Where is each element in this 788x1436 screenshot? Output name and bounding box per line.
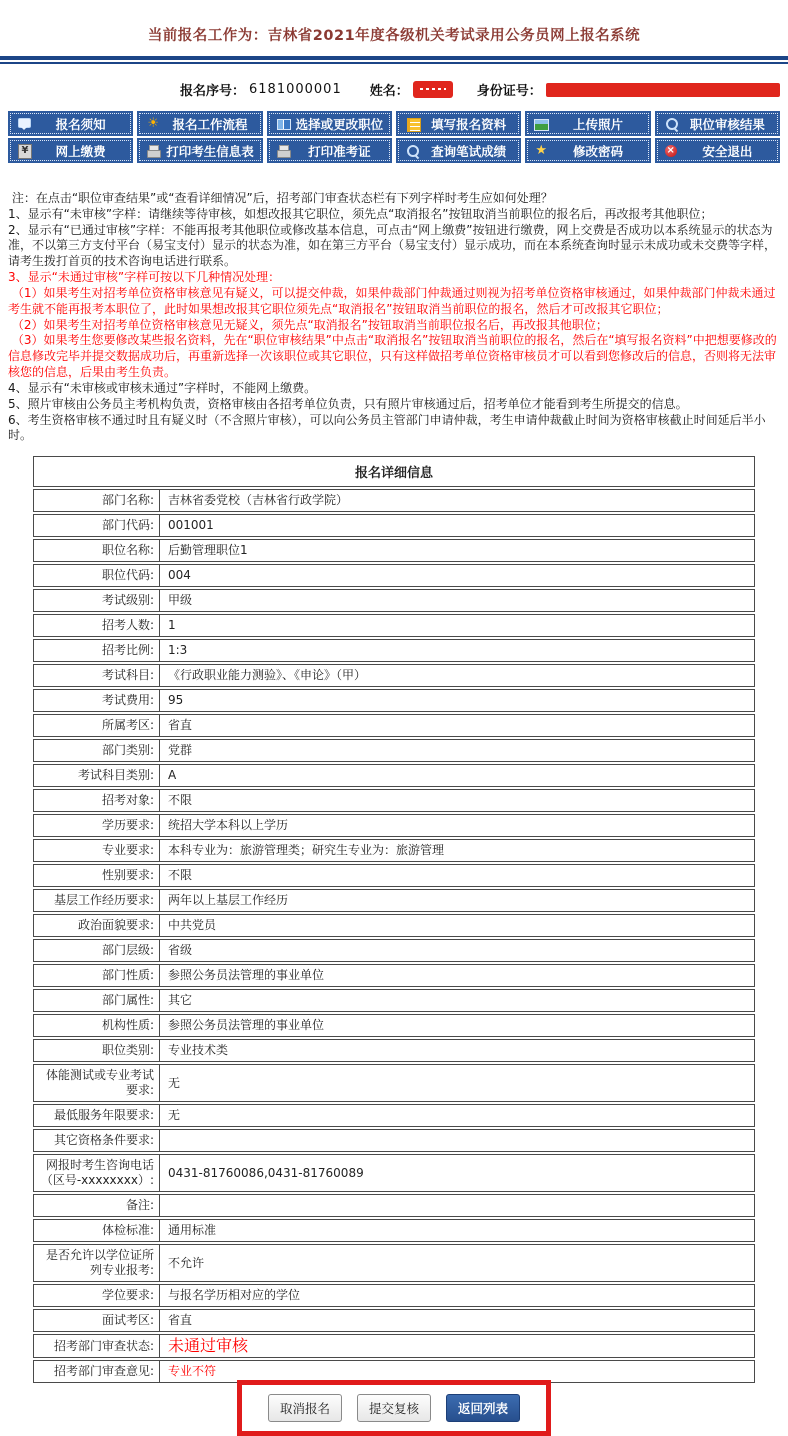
nav-item-label: 网上缴费 [55,143,106,159]
nav-item-safe-exit[interactable] [655,138,780,163]
detail-row-label: 是否允许以学位证所列专业报考: [34,1245,160,1281]
note-line: （1）如果考生对招考单位资格审核意见有疑义，可以提交仲裁，如果仲裁部门仲裁通过则视为招考单位资格审核通过，如果仲裁部门仲裁未通过考生就不能再报考本职位了，此时如果想改报其它职位须先点“取消报名”按钮取消当前职位的报名，然后才可改报其它职位； [8,285,776,316]
identity-bar [180,80,782,99]
nav-item-registration-workflow[interactable] [137,111,262,136]
detail-row [33,889,755,912]
detail-row-value: 参照公务员法管理的事业单位 [168,968,325,983]
nav-item-label: 打印准考证 [308,143,371,159]
registration-detail-table [33,456,755,1383]
star-icon [534,144,549,158]
detail-row-label: 考试科目: [34,665,160,686]
id-number-redaction-bar [546,83,780,97]
note-line: 2、显示有“已通过审核”字样：不能再报考其他职位或修改基本信息，可点击“网上缴费”按钮进行缴费，网上交费是否成功以本系统显示的状态为准，不以第三方支付平台（易宝支付）显示的状态为准，如在第三方平台（易宝支付）显示成功，而在本系统查询时显示未成功或未交费等字样，请考生拨打首页的技术咨询电话进行联系。 [8,222,777,269]
detail-row [33,1039,755,1062]
detail-row-label: 部门性质: [34,965,160,986]
detail-row [33,1219,755,1242]
detail-row [33,789,755,812]
name-redaction-box [413,81,453,98]
registration-number-value: 6181000001 [249,82,342,97]
detail-row-value: 95 [168,693,184,708]
note-line: 4、显示有“未审核或审核未通过”字样时，不能网上缴费。 [8,380,317,395]
detail-row-label: 部门代码: [34,515,160,536]
detail-row-value: 省直 [168,718,193,733]
detail-row-label: 部门名称: [34,490,160,511]
detail-row-value: 无 [168,1108,181,1123]
detail-row-label: 面试考区: [34,1310,160,1331]
detail-row [33,1309,755,1332]
detail-row [33,1014,755,1037]
detail-row [33,814,755,837]
detail-row [33,714,755,737]
nav-item-label: 打印考生信息表 [166,143,254,159]
nav-item-print-admission-ticket[interactable] [267,138,392,163]
printer-icon [146,144,161,158]
detail-row-value: 其它 [168,993,193,1008]
detail-row-value: 参照公务员法管理的事业单位 [168,1018,325,1033]
nav-item-label: 修改密码 [572,143,623,159]
nav-item-label: 查询笔试成绩 [431,143,507,159]
detail-row [33,539,755,562]
name-label: 姓名： [369,84,409,99]
nav-item-label: 上传照片 [572,116,623,132]
detail-row [33,1154,755,1192]
back-to-list-button[interactable]: 返回列表 [446,1394,520,1422]
cancel-registration-button[interactable]: 取消报名 [268,1394,342,1422]
printer-icon [276,144,291,158]
detail-row-value: 本科专业为：旅游管理类；研究生专业为：旅游管理 [168,843,445,858]
detail-row-value: 统招大学本科以上学历 [168,818,289,833]
detail-row-label: 招考对象: [34,790,160,811]
detail-row-label: 部门属性: [34,990,160,1011]
detail-row-label: 其它资格条件要求: [34,1130,160,1151]
actions-area [0,1380,788,1436]
submit-review-button[interactable]: 提交复核 [357,1394,431,1422]
notebook-icon [405,117,420,131]
detail-row [33,864,755,887]
detail-row-value: 吉林省委党校（吉林省行政学院） [168,493,349,508]
detail-row-label: 政治面貌要求: [34,915,160,936]
nav-item-position-review-result[interactable] [655,111,780,136]
detail-row-value: 省级 [168,943,193,958]
detail-row [33,1104,755,1127]
detail-row-value: 专业技术类 [168,1043,229,1058]
note-line: 1、显示有“未审核”字样：请继续等待审核，如想改报其它职位，须先点“取消报名”按钮取消当前职位的报名后，再改报考其他职位； [8,206,713,221]
detail-row-value: 与报名学历相对应的学位 [168,1288,301,1303]
detail-row [33,1334,755,1358]
detail-row [33,1194,755,1217]
detail-row-value: 1:3 [168,643,188,658]
detail-row [33,964,755,987]
detail-row-label: 部门层级: [34,940,160,961]
yen-icon [17,144,32,158]
detail-row-value: 甲级 [168,593,193,608]
window-icon [276,117,291,131]
detail-row-value [160,1130,754,1151]
detail-row-value: 不允许 [168,1255,205,1270]
detail-row-label: 职位代码: [34,565,160,586]
detail-row [33,939,755,962]
nav-item-label: 报名工作流程 [172,116,248,132]
note-line: （2）如果考生对招考单位资格审核意见无疑义，须先点“取消报名”按钮取消当前职位报名后，再改报其他职位； [8,317,608,332]
nav-item-change-password[interactable] [525,138,650,163]
detail-row-label: 体检标准: [34,1220,160,1241]
detail-row [33,839,755,862]
detail-row-label: 职位类别: [34,1040,160,1061]
detail-row-value: 不限 [168,868,193,883]
nav-item-label: 填写报名资料 [431,116,507,132]
exit-icon [664,144,679,158]
magnifier-icon [405,144,420,158]
detail-row [33,639,755,662]
note-line: 3、显示“未通过审核”字样可按以下几种情况处理： [8,270,281,285]
nav-item-upload-photo[interactable] [525,111,650,136]
detail-row [33,514,755,537]
main-nav [8,111,780,163]
nav-item-fill-registration-info[interactable] [396,111,521,136]
detail-row-label: 招考部门审查状态: [34,1335,160,1357]
detail-row [33,989,755,1012]
detail-row-value: 后勤管理职位1 [168,543,248,558]
detail-row-value: 001001 [168,518,214,533]
header-divider-thin [0,62,788,64]
detail-row [33,589,755,612]
header-divider-thick [0,56,788,60]
nav-item-label: 报名须知 [55,116,106,132]
detail-row-label: 最低服务年限要求: [34,1105,160,1126]
detail-row-label: 职位名称: [34,540,160,561]
detail-row-label: 考试费用: [34,690,160,711]
detail-row-label: 招考比例: [34,640,160,661]
nav-item-label: 选择或更改职位 [295,116,384,132]
detail-row [33,1064,755,1102]
detail-row-value [160,1195,754,1216]
detail-row-label: 体能测试或专业考试要求: [34,1065,160,1101]
detail-row-value: 两年以上基层工作经历 [168,893,289,908]
detail-row-value: A [168,768,177,783]
table-title: 报名详细信息 [33,456,755,487]
comment-icon [17,117,32,131]
detail-row [33,1284,755,1307]
detail-row-label: 招考人数: [34,615,160,636]
detail-row [33,664,755,687]
detail-row-label: 考试科目类别: [34,765,160,786]
nav-item-select-or-change-position[interactable] [267,111,392,136]
nav-item-print-candidate-info[interactable] [137,138,262,163]
nav-item-label: 职位审核结果 [689,116,765,132]
action-buttons-red-highlight [237,1380,551,1436]
detail-row [33,739,755,762]
detail-row [33,614,755,637]
note-line: 6、考生资格审核不通过时且有疑义时（不含照片审核），可以向公务员主管部门申请仲裁，考生申请仲裁截止时间为资格审核截止时间延后半小时。 [8,412,766,443]
detail-row-value: 004 [168,568,191,583]
detail-row [33,764,755,787]
detail-row-value: 1 [168,618,176,633]
note-line: 5、照片审核由公务员主考机构负责，资格审核由各招考单位负责，只有照片审核通过后，招考单位才能看到考生所提交的信息。 [8,396,688,411]
detail-row [33,689,755,712]
table-body [33,489,755,1383]
detail-row-label: 部门类别: [34,740,160,761]
detail-row-value: 党群 [168,743,193,758]
detail-row-value: 不限 [168,793,193,808]
detail-row-value: 无 [168,1075,181,1090]
detail-row-value: 专业不符 [168,1364,217,1379]
nav-item-query-written-score[interactable] [396,138,521,163]
magnifier-icon [664,117,679,131]
nav-item-label: 安全退出 [702,143,753,159]
registration-number-label: 报名序号： [180,84,246,99]
notes-section [8,191,780,444]
detail-row-label: 所属考区: [34,715,160,736]
nav-item-registration-notice[interactable] [8,111,133,136]
note-line: 注：在点击“职位审查结果”或“查看详细情况”后，招考部门审查状态栏有下列字样时考生应如何处理？ [8,191,553,205]
detail-row-label: 专业要求: [34,840,160,861]
detail-row-value: 《行政职业能力测验》、《申论》（甲） [168,668,367,683]
detail-row [33,1244,755,1282]
detail-row-label: 网报时考生咨询电话（区号-xxxxxxxx）: [34,1155,160,1191]
detail-row-label: 学历要求: [34,815,160,836]
nav-item-online-payment[interactable] [8,138,133,163]
detail-row-value: 省直 [168,1313,193,1328]
detail-row [33,914,755,937]
detail-row [33,1129,755,1152]
detail-row-label: 招考部门审查意见: [34,1361,160,1382]
detail-row-value: 中共党员 [168,918,217,933]
detail-row [33,564,755,587]
detail-row-label: 备注: [34,1195,160,1216]
id-number-label: 身份证号： [476,84,542,99]
note-line: （3）如果考生您要修改某些报名资料，先在“职位审核结果”中点击“取消报名”按钮取消当前职位的报名，然后在“填写报名资料”中把想要修改的信息修改完毕并提交数据成功后，再重新选择一次该职位或其它职位，只有这样做招考单位资格审核员才可以看到您修改后的信息，否则将无法审核您的信息，后果由考生负责。 [8,333,777,380]
detail-row-label: 基层工作经历要求: [34,890,160,911]
detail-row-value: 通用标准 [168,1223,217,1238]
photo-icon [534,117,549,131]
detail-row-value: 未通过审核 [168,1336,249,1356]
detail-row-value: 0431-81760086,0431-81760089 [168,1165,364,1180]
sun-icon [146,117,161,131]
detail-row-label: 考试级别: [34,590,160,611]
page-title: 当前报名工作为：吉林省2021年度各级机关考试录用公务员网上报名系统 [147,28,641,44]
detail-row-label: 性别要求: [34,865,160,886]
detail-row [33,489,755,512]
detail-row-label: 学位要求: [34,1285,160,1306]
detail-row-label: 机构性质: [34,1015,160,1036]
